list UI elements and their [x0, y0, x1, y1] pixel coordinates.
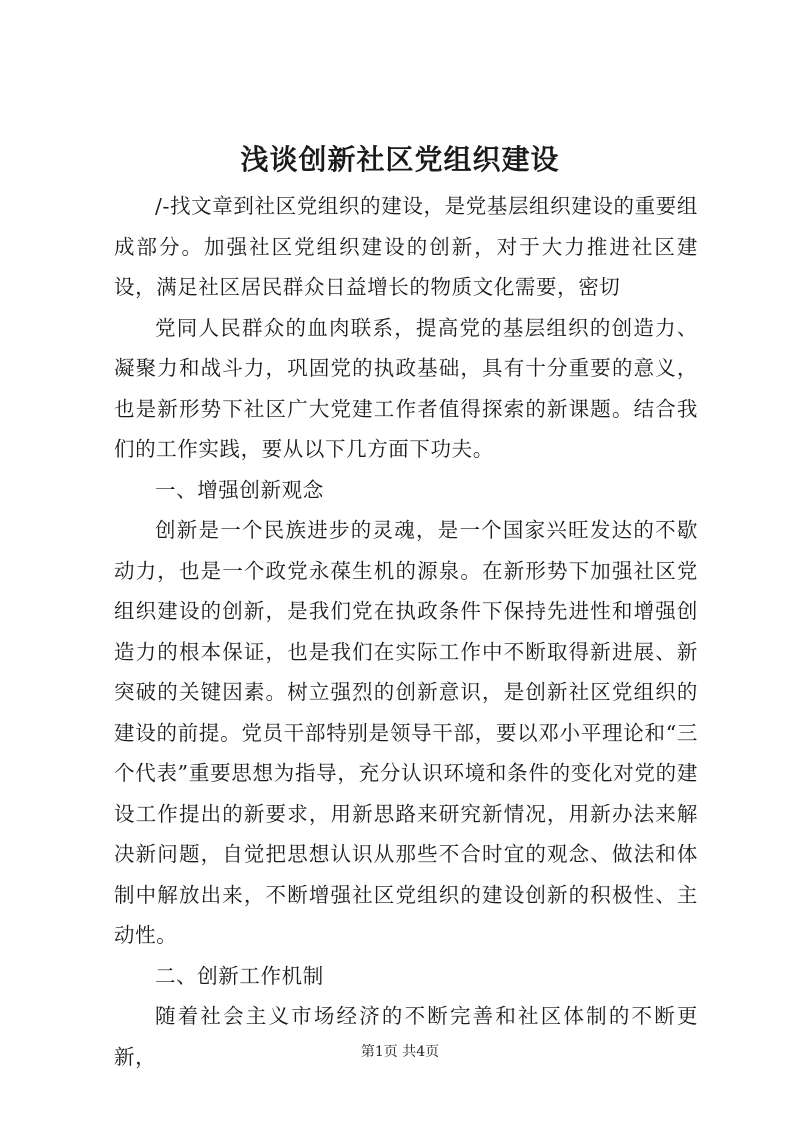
paragraph-innovation-concept: 创新是一个民族进步的灵魂，是一个国家兴旺发达的不歇动力，也是一个政党永葆生机的源泉。在新形势下加强社区党组织建设的创新，是我们党在执政条件下保持先进性和增强创造力的根本保证，也是我们在实际工作中不断取得新进展、新突破的关键因素。树立强烈的创新意识，是创新社区党组织的建设的前提。党员干部特别是领导干部，要以邓小平理论和“三个代表”重要思想为指导，充分认识环境和条件的变化对党的建设工作提出的新要求，用新思路来研究新情况，用新办法来解决新问题，自觉把思想认识从那些不合时宜的观念、做法和体制中解放出来，不断增强社区党组织的建设创新的积极性、主动性。 [114, 518, 698, 947]
section-heading-1: 一、增强创新观念 [155, 477, 324, 502]
document-title: 浅谈创新社区党组织建设 [240, 143, 560, 176]
page-footer: 第1页 共4页 [360, 1044, 440, 1060]
paragraph-intro: /-找文章到社区党组织的建设，是党基层组织建设的重要组成部分。加强社区党组织建设的创新，对于大力推进社区建设，满足社区居民群众日益增长的物质文化需要，密切 [114, 194, 698, 299]
paragraph-work-mechanism: 随着社会主义市场经济的不断完善和社区体制的不断更新， [114, 1004, 698, 1069]
paragraph-significance: 党同人民群众的血肉联系，提高党的基层组织的创造力、凝聚力和战斗力，巩固党的执政基础，具有十分重要的意义，也是新形势下社区广大党建工作者值得探索的新课题。结合我们的工作实践，要从以下几方面下功夫。 [114, 315, 698, 461]
section-heading-2: 二、创新工作机制 [155, 963, 324, 988]
document-body [114, 186, 698, 1077]
